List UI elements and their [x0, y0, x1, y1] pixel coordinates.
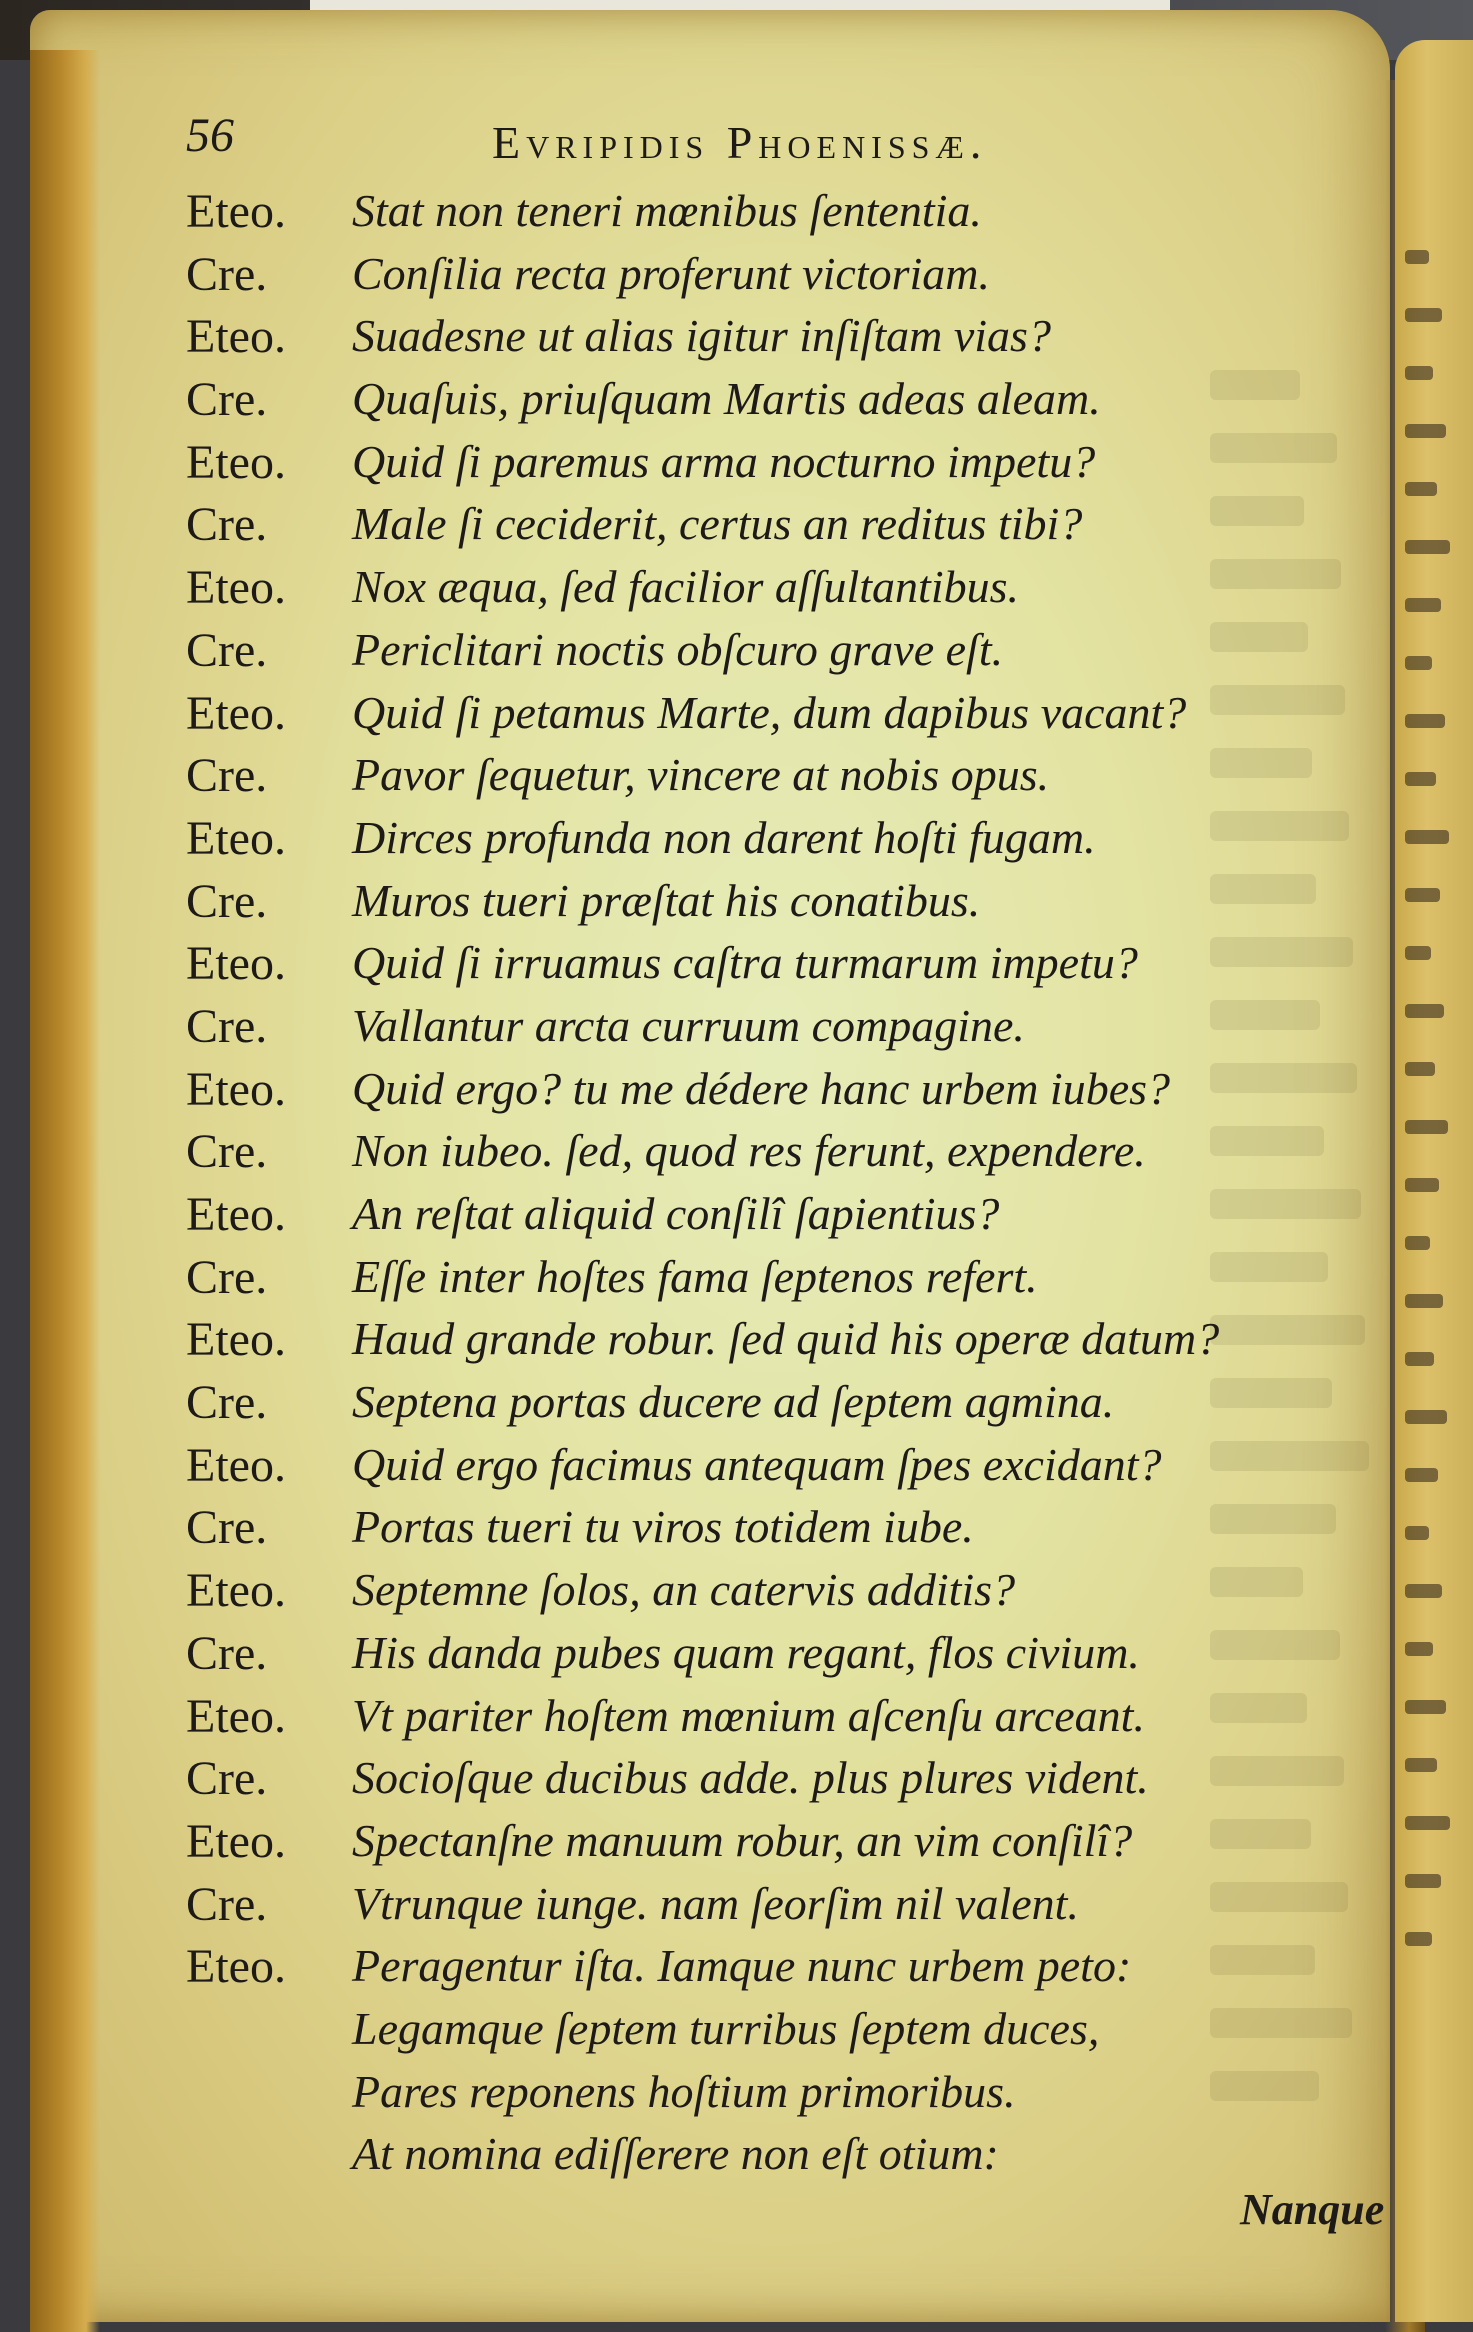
verse-text: At nomina ediſſerere non eſt otium: [352, 2128, 999, 2180]
running-title: Evripidis Phoenissæ. [492, 117, 988, 168]
facing-page-fragment [1405, 1120, 1448, 1134]
facing-page-fragment [1405, 1700, 1446, 1714]
verse-line [186, 993, 1336, 1056]
page-number: 56 [186, 109, 234, 162]
dialogue-block [186, 178, 1336, 2184]
speaker-label: Cre. [186, 999, 268, 1053]
speaker-label: Cre. [186, 749, 268, 803]
verse-text: Quaſuis, priuſquam Martis adeas aleam. [352, 373, 1101, 425]
verse-line [186, 930, 1336, 993]
speaker-label: Eteo. [186, 1689, 286, 1743]
speaker-label: Eteo. [186, 1313, 286, 1367]
facing-page-fragment [1405, 1236, 1430, 1250]
facing-page-fragment [1405, 1062, 1435, 1076]
facing-page-fragment [1405, 1526, 1429, 1540]
facing-page-fragment [1405, 946, 1431, 960]
facing-page-fragment [1405, 1004, 1444, 1018]
speaker-label: Eteo. [186, 1188, 286, 1241]
verse-line [186, 429, 1336, 492]
facing-page-fragment [1405, 1178, 1439, 1192]
verse-line [186, 680, 1336, 743]
verse-text: Stat non teneri mœnibus ſententia. [352, 185, 982, 236]
speaker-label: Eteo. [186, 811, 286, 865]
speaker-label: Eteo. [186, 1062, 286, 1116]
speaker-label: Cre. [186, 1376, 268, 1430]
catchword: Nanque [1240, 2185, 1385, 2234]
speaker-label: Eteo. [186, 310, 286, 364]
facing-page-fragment [1405, 1642, 1433, 1656]
verse-line [186, 1369, 1336, 1432]
speaker-label: Eteo. [186, 1564, 286, 1618]
verse-text: Socioſque ducibus adde. plus plures vident. [352, 1752, 1149, 1804]
speaker-label: Cre. [186, 1125, 268, 1179]
verse-line [186, 805, 1336, 868]
verse-text: Quid ergo? tu me dédere hanc urbem iubes? [352, 1062, 1171, 1114]
verse-text: Nox æqua, ſed facilior aſſultantibus. [352, 561, 1019, 613]
speaker-label: Eteo. [186, 1940, 286, 1994]
verse-text: Legamque ſeptem turribus ſeptem duces, [352, 2002, 1100, 2054]
verse-line [186, 366, 1336, 429]
speaker-label: Cre. [186, 1752, 268, 1806]
verse-line [186, 617, 1336, 680]
verse-line [186, 1118, 1336, 1181]
verse-line [186, 1056, 1336, 1119]
verse-text: Quid ſi petamus Marte, dum dapibus vacant? [352, 686, 1187, 738]
verse-line [186, 742, 1336, 805]
verse-text: Non iubeo. ſed, quod res ferunt, expendere. [352, 1125, 1146, 1177]
verse-line [186, 1933, 1336, 1996]
verse-text: An reſtat aliquid conſilî ſapientius? [352, 1188, 1000, 1239]
speaker-label: Cre. [186, 373, 268, 427]
verse-line [186, 178, 1336, 241]
verse-line [186, 1306, 1336, 1369]
speaker-label: Eteo. [186, 937, 286, 991]
page-edge-left [30, 50, 100, 2332]
verse-line [186, 2059, 1336, 2122]
speaker-label: Eteo. [186, 1814, 286, 1868]
verse-line [186, 1181, 1336, 1244]
verse-line [186, 554, 1336, 617]
facing-page-fragment [1405, 1294, 1443, 1308]
speaker-label: Eteo. [186, 686, 286, 740]
speaker-label: Eteo. [186, 1438, 286, 1492]
facing-page-fragment [1405, 308, 1442, 322]
facing-page-fragment [1405, 540, 1450, 554]
verse-line [186, 1432, 1336, 1495]
facing-page-fragment [1405, 250, 1429, 264]
verse-line [186, 1996, 1336, 2059]
facing-page-fragment [1405, 366, 1433, 380]
verse-line [186, 303, 1336, 366]
verse-line [186, 1808, 1336, 1871]
verse-text: His danda pubes quam regant, flos civium. [352, 1626, 1140, 1678]
verse-line [186, 491, 1336, 554]
verse-text: Conſilia recta proferunt victoriam. [352, 247, 990, 299]
verse-line [186, 241, 1336, 304]
verse-line [186, 1244, 1336, 1307]
verse-line [186, 868, 1336, 931]
verse-text: Dirces profunda non darent hoſti fugam. [352, 811, 1096, 863]
verse-line [186, 2121, 1336, 2184]
verse-text: Vallantur arcta curruum compagine. [352, 999, 1025, 1051]
verse-line [186, 1871, 1336, 1934]
facing-page-fragment [1405, 888, 1440, 902]
facing-page-fragment [1405, 656, 1432, 670]
verse-text: Quid ergo facimus antequam ſpes excidant? [352, 1438, 1162, 1490]
speaker-label: Eteo. [186, 435, 286, 489]
page-header [186, 108, 1246, 178]
verse-text: Quid ſi paremus arma nocturno impetu? [352, 435, 1096, 487]
speaker-label: Cre. [186, 623, 268, 677]
verse-text: Haud grande robur. ſed quid his operæ datum? [352, 1313, 1220, 1365]
verse-text: Septena portas ducere ad ſeptem agmina. [352, 1376, 1115, 1428]
verse-line [186, 1745, 1336, 1808]
facing-page-fragment [1405, 1468, 1438, 1482]
speaker-label: Cre. [186, 1501, 268, 1555]
facing-page-fragment [1405, 482, 1437, 496]
speaker-label: Cre. [186, 1626, 268, 1680]
facing-page-fragment [1405, 424, 1446, 438]
verse-line [186, 1494, 1336, 1557]
verse-text: Vtrunque iunge. nam ſeorſim nil valent. [352, 1877, 1079, 1929]
facing-page-fragment [1405, 1758, 1437, 1772]
facing-page-fragment [1405, 714, 1445, 728]
facing-page-fragment [1405, 1874, 1441, 1888]
verse-line [186, 1683, 1336, 1746]
verse-line [186, 1620, 1336, 1683]
speaker-label: Cre. [186, 247, 268, 301]
verse-text: Peragentur iſta. Iamque nunc urbem peto: [352, 1940, 1132, 1992]
speaker-label: Cre. [186, 1250, 268, 1304]
verse-text: Pavor ſequetur, vincere at nobis opus. [352, 749, 1050, 801]
verse-text: Male ſi ceciderit, certus an reditus tibi? [352, 498, 1083, 550]
verse-line [186, 1557, 1336, 1620]
verse-text: Pares reponens hoſtium primoribus. [352, 2065, 1016, 2117]
verse-text: Spectanſne manuum robur, an vim conſilî? [352, 1814, 1133, 1866]
speaker-label: Cre. [186, 1877, 268, 1931]
facing-page-fragment [1405, 1932, 1432, 1946]
facing-page-fragment [1405, 1410, 1447, 1424]
verse-text: Eſſe inter hoſtes fama ſeptenos refert. [352, 1250, 1038, 1302]
facing-page-fragment [1405, 1584, 1442, 1598]
verse-text: Quid ſi irruamus caſtra turmarum impetu? [352, 937, 1138, 989]
verse-text: Muros tueri præſtat his conatibus. [352, 874, 981, 926]
verse-text: Portas tueri tu viros totidem iube. [352, 1501, 974, 1553]
verse-text: Vt pariter hoſtem mœnium aſcenſu arceant. [352, 1689, 1145, 1741]
facing-page-fragment [1405, 1816, 1450, 1830]
verse-text: Periclitari noctis obſcuro grave eſt. [352, 623, 1004, 675]
facing-page-fragment [1405, 1352, 1434, 1366]
facing-page-fragment [1405, 830, 1449, 844]
speaker-label: Eteo. [186, 185, 286, 238]
speaker-label: Eteo. [186, 561, 286, 615]
verse-text: Septemne ſolos, an catervis additis? [352, 1564, 1016, 1616]
facing-page-fragment [1405, 772, 1436, 786]
facing-page-fragment [1405, 598, 1441, 612]
speaker-label: Cre. [186, 874, 268, 928]
speaker-label: Cre. [186, 498, 268, 552]
verse-text: Suadesne ut alias igitur inſiſtam vias? [352, 310, 1051, 362]
